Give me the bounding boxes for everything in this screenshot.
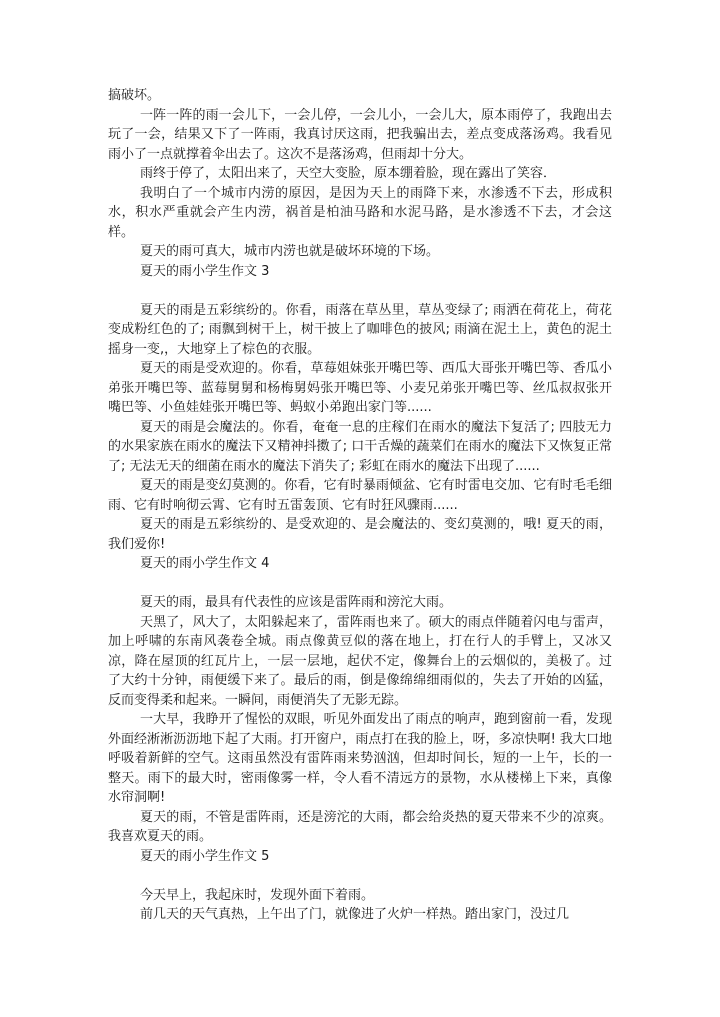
essay2-paragraph-5: 夏天的雨可真大，城市内涝也就是破坏环境的下场。 bbox=[140, 244, 440, 259]
document-page bbox=[108, 86, 612, 925]
essay2-paragraph-1: 搞破坏。 bbox=[108, 88, 161, 103]
essay2-paragraph-2: 一阵一阵的雨一会儿下，一会儿停，一会儿小，一会儿大，原本雨停了，我跑出去玩了一会，结果又下了一阵雨，我真讨厌这雨，把我骗出去，差点变成落汤鸡。我看见雨小了一点就撑着伞出去了。这次不是落汤鸡，但雨却十分大。 bbox=[108, 107, 612, 162]
essay3-title: 夏天的雨小学生作文 3 bbox=[140, 263, 270, 279]
essay3-paragraph-2: 夏天的雨是受欢迎的。你看，草莓姐妹张开嘴巴等、西瓜大哥张开嘴巴等、香瓜小弟张开嘴巴等、蓝莓舅舅和杨梅舅妈张开嘴巴等、小麦兄弟张开嘴巴等、丝瓜叔叔张开嘴巴等、小鱼娃娃张开嘴巴等、蚂蚁小弟跑出家门等...... bbox=[108, 361, 612, 415]
essay4-paragraph-3: 一大早，我睁开了惺忪的双眼，听见外面发出了雨点的响声，跑到窗前一看，发现外面经淅淅沥沥地下起了大雨。打开窗户，雨点打在我的脸上，呀，多凉快啊! 我大口地呼吸着新鲜的空气。这雨虽然没有雷阵雨来势汹汹，但却时间长，短的一上午，长的一整天。雨下的最大时，密雨像雾一样，令人看不清远方的景物，水从楼梯上下来，真像水帘洞啊! bbox=[108, 712, 612, 805]
essay5-title: 夏天的雨小学生作文 5 bbox=[140, 848, 270, 864]
essay2-paragraph-4: 我明白了一个城市内涝的原因，是因为天上的雨降下来，水渗透不下去，形成积水，积水严重就会产生内涝，祸首是柏油马路和水泥马路，是水渗透不下去，才会这样。 bbox=[108, 185, 612, 240]
essay4-paragraph-1: 夏天的雨，最具有代表性的应该是雷阵雨和滂沱大雨。 bbox=[140, 595, 453, 610]
essay3-paragraph-4: 夏天的雨是变幻莫测的。你看，它有时暴雨倾盆、它有时雷电交加、它有时毛毛细雨、它有时响彻云霄、它有时五雷轰顶、它有时狂风骤雨...... bbox=[108, 478, 612, 513]
essay3-paragraph-3: 夏天的雨是会魔法的。你看，奄奄一息的庄稼们在雨水的魔法下复活了; 四肢无力的水果家族在雨水的魔法下又精神抖擞了; 口干舌燥的蔬菜们在雨水的魔法下又恢复正常了; 无法无天的细菌在雨水的魔法下消失了; 彩虹在雨水的魔法下出现了...... bbox=[108, 419, 612, 474]
essay5-paragraph-1: 今天早上，我起床时，发现外面下着雨。 bbox=[140, 887, 375, 903]
essay2-paragraph-3: 雨终于停了，太阳出来了，天空大变脸，原本绷着脸，现在露出了笑容． bbox=[140, 166, 557, 181]
essay4-paragraph-2: 天黑了，风大了，太阳躲起来了，雷阵雨也来了。硕大的雨点伴随着闪电与雷声，加上呼啸的东南风袭卷全城。雨点像黄豆似的落在地上，打在行人的手臂上，又冰又凉，降在屋顶的红瓦片上，一层一层地，起伏不定，像舞台上的云烟似的，美极了。过了大约十分钟，雨便缓下来了。最后的雨，倒是像绵绵细雨似的，失去了开始的凶猛，反而变得柔和起来。一瞬间，雨便消失了无影无踪。 bbox=[108, 614, 612, 708]
essay4-paragraph-4: 夏天的雨，不管是雷阵雨，还是滂沱的大雨，都会给炎热的夏天带来不少的凉爽。我喜欢夏天的雨。 bbox=[108, 809, 612, 844]
essay5-paragraph-2: 前几天的天气真热，上午出了门，就像进了火炉一样热。踏出家门，没过几 bbox=[140, 907, 570, 922]
essay3-paragraph-5: 夏天的雨是五彩缤纷的、是受欢迎的、是会魔法的、变幻莫测的，哦! 夏天的雨，我们爱你! bbox=[108, 517, 612, 552]
essay4-title: 夏天的雨小学生作文 4 bbox=[140, 556, 270, 571]
essay3-paragraph-1: 夏天的雨是五彩缤纷的。你看，雨落在草丛里，草丛变绿了; 雨洒在荷花上，荷花变成粉红色的了; 雨飘到树干上，树干披上了咖啡色的披风; 雨滴在泥土上，黄色的泥土摇身一变,，大地穿上了棕色的衣服。 bbox=[108, 302, 612, 357]
